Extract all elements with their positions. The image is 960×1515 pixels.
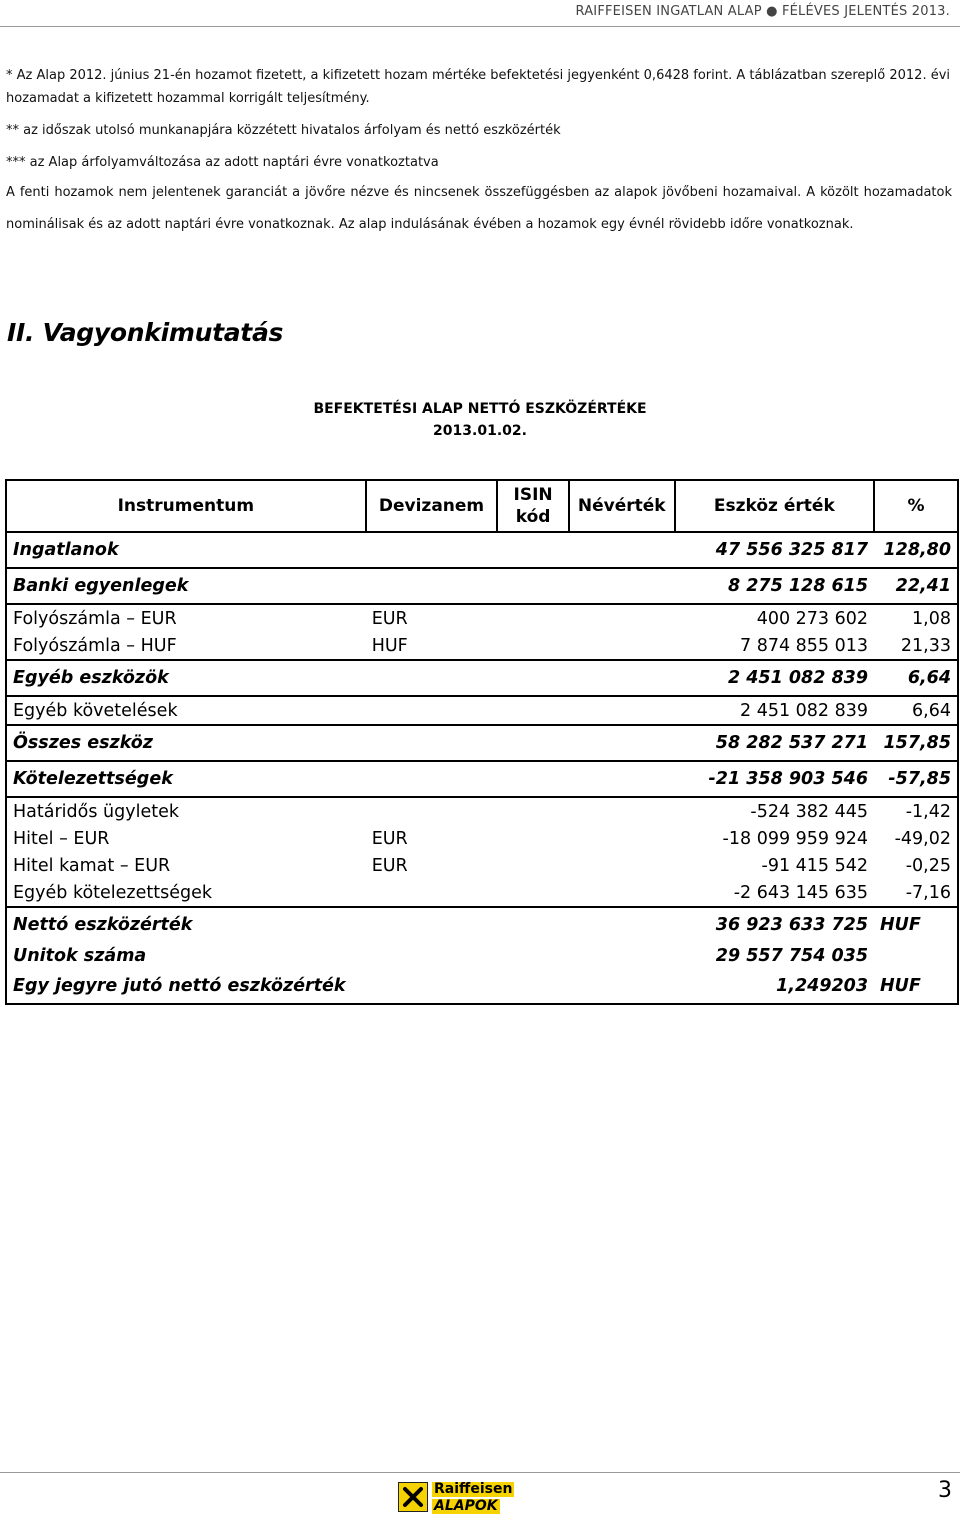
row-currency: [366, 907, 498, 942]
row-currency: [366, 725, 498, 761]
row-value: -91 415 542: [761, 855, 869, 876]
table-row: [6, 879, 958, 907]
row-instrument: Unitok száma: [13, 945, 147, 966]
row-value: -18 099 959 924: [722, 828, 869, 849]
row-unit: HUF: [880, 915, 921, 935]
header-nominal: Névérték: [569, 480, 675, 532]
row-instrument: Banki egyenlegek: [13, 576, 189, 596]
row-value: 58 282 537 271: [675, 725, 874, 761]
row-unit: [874, 942, 958, 969]
row-percent: 6,64: [874, 696, 958, 725]
row-percent: -49,02: [894, 828, 951, 849]
table-row: [6, 660, 958, 696]
raiffeisen-alapok-logo: [398, 1480, 514, 1514]
row-instrument: Egyéb kötelezettségek: [6, 879, 366, 907]
row-currency: [366, 532, 498, 568]
row-instrument: Nettó eszközérték: [13, 915, 193, 935]
row-value: 400 273 602: [675, 604, 874, 632]
row-percent: 157,85: [874, 725, 958, 761]
table-row: [6, 604, 958, 632]
row-percent: -1,42: [905, 801, 951, 822]
table-row: [6, 797, 958, 825]
row-currency: [366, 696, 498, 725]
row-percent: 6,64: [874, 660, 958, 696]
row-currency: HUF: [366, 632, 498, 660]
footnote-3: *** az Alap árfolyamváltozása az adott naptári évre vonatkoztatva: [6, 155, 439, 170]
disclaimer: A fenti hozamok nem jelentenek garanciát a jövőre nézve és nincsenek összefüggésben az alapok jövőbeni hozamaival. A közölt hozamadatok nominálisak és az adott naptári évre vonatkoznak. Az alap indulásának évében a hozamok egy évnél rövidebb időre vonatkoznak.: [6, 185, 952, 232]
row-value: -21 358 903 546: [675, 761, 874, 797]
row-currency: [366, 797, 498, 825]
table-row: [6, 942, 958, 969]
header-asset-value: Eszköz érték: [675, 480, 874, 532]
table-title: [0, 398, 960, 442]
table-row: [6, 907, 958, 942]
row-instrument: Folyószámla – HUF: [6, 632, 366, 660]
row-value: 2 451 082 839: [675, 660, 874, 696]
row-value: 47 556 325 817: [675, 532, 874, 568]
row-instrument: Ingatlanok: [6, 532, 366, 568]
row-unit: HUF: [874, 969, 958, 1004]
row-percent: -7,16: [874, 879, 958, 907]
footnote-1: * Az Alap 2012. június 21-én hozamot fizetett, a kifizetett hozam mértéke befektetési jegyenként 0,6428 forint. A táblázatban szereplő 2012. évi hozamadat a kifizetett hozammal korrigált teljesítmény.: [6, 68, 951, 106]
row-value: 7 874 855 013: [675, 632, 874, 660]
row-currency: [366, 568, 498, 604]
row-currency: EUR: [371, 828, 408, 849]
table-row: [6, 725, 958, 761]
table-row: [6, 825, 958, 852]
running-header: RAIFFEISEN INGATLAN ALAP ● FÉLÉVES JELENTÉS 2013.: [575, 4, 950, 19]
table-row: [6, 969, 958, 1004]
table-row: [6, 632, 958, 660]
page-number: 3: [938, 1478, 952, 1503]
row-percent: 22,41: [895, 576, 951, 596]
table-row: [6, 568, 958, 604]
row-percent: -57,85: [874, 761, 958, 797]
table-title-text: BEFEKTETÉSI ALAP NETTÓ ESZKÖZÉRTÉKE: [313, 401, 647, 417]
row-instrument: Hitel kamat – EUR: [13, 855, 171, 876]
row-value: 8 275 128 615: [727, 576, 869, 596]
row-currency: [366, 969, 498, 1004]
footer-divider: [0, 1472, 960, 1473]
net-asset-value-table: [5, 479, 959, 1005]
row-currency: [366, 761, 498, 797]
row-percent: 1,08: [874, 604, 958, 632]
row-instrument: Egy jegyre jutó nettó eszközérték: [6, 969, 366, 1004]
row-instrument: Határidős ügyletek: [13, 801, 179, 822]
row-value: 2 451 082 839: [675, 696, 874, 725]
row-value: 36 923 633 725: [715, 915, 869, 935]
header-percent: %: [874, 480, 958, 532]
table-row: [6, 696, 958, 725]
logo-text-raiffeisen: Raiffeisen: [434, 1481, 513, 1497]
row-value: -2 643 145 635: [675, 879, 874, 907]
row-percent: 128,80: [874, 532, 958, 568]
row-percent: -0,25: [905, 855, 951, 876]
gable-cross-icon: [398, 1482, 428, 1512]
row-value: 29 557 754 035: [715, 945, 869, 966]
row-currency: [366, 879, 498, 907]
header-divider: [0, 26, 960, 27]
row-instrument: Egyéb eszközök: [6, 660, 366, 696]
row-value: 1,249203: [675, 969, 874, 1004]
row-instrument: Folyószámla – EUR: [6, 604, 366, 632]
footnotes: [6, 64, 952, 241]
table-row: [6, 532, 958, 568]
section-title: II. Vagyonkimutatás: [7, 318, 284, 347]
footnote-2: ** az időszak utolsó munkanapjára közzétett hivatalos árfolyam és nettó eszközérték: [6, 123, 561, 138]
logo-text-alapok: ALAPOK: [434, 1498, 498, 1514]
header-instrument: Instrumentum: [6, 480, 366, 532]
row-currency: [366, 942, 498, 969]
row-percent: 21,33: [874, 632, 958, 660]
row-instrument: Egyéb követelések: [6, 696, 366, 725]
table-date: 2013.01.02.: [433, 423, 527, 439]
row-currency: EUR: [371, 855, 408, 876]
table-row: [6, 852, 958, 879]
row-currency: EUR: [366, 604, 498, 632]
row-value: -524 382 445: [750, 801, 869, 822]
row-instrument: Hitel – EUR: [13, 828, 110, 849]
row-instrument: Összes eszköz: [6, 725, 366, 761]
row-instrument: Kötelezettségek: [6, 761, 366, 797]
header-currency: Devizanem: [366, 480, 498, 532]
table-row: [6, 761, 958, 797]
row-currency: [366, 660, 498, 696]
header-isin: ISIN kód: [497, 480, 569, 532]
